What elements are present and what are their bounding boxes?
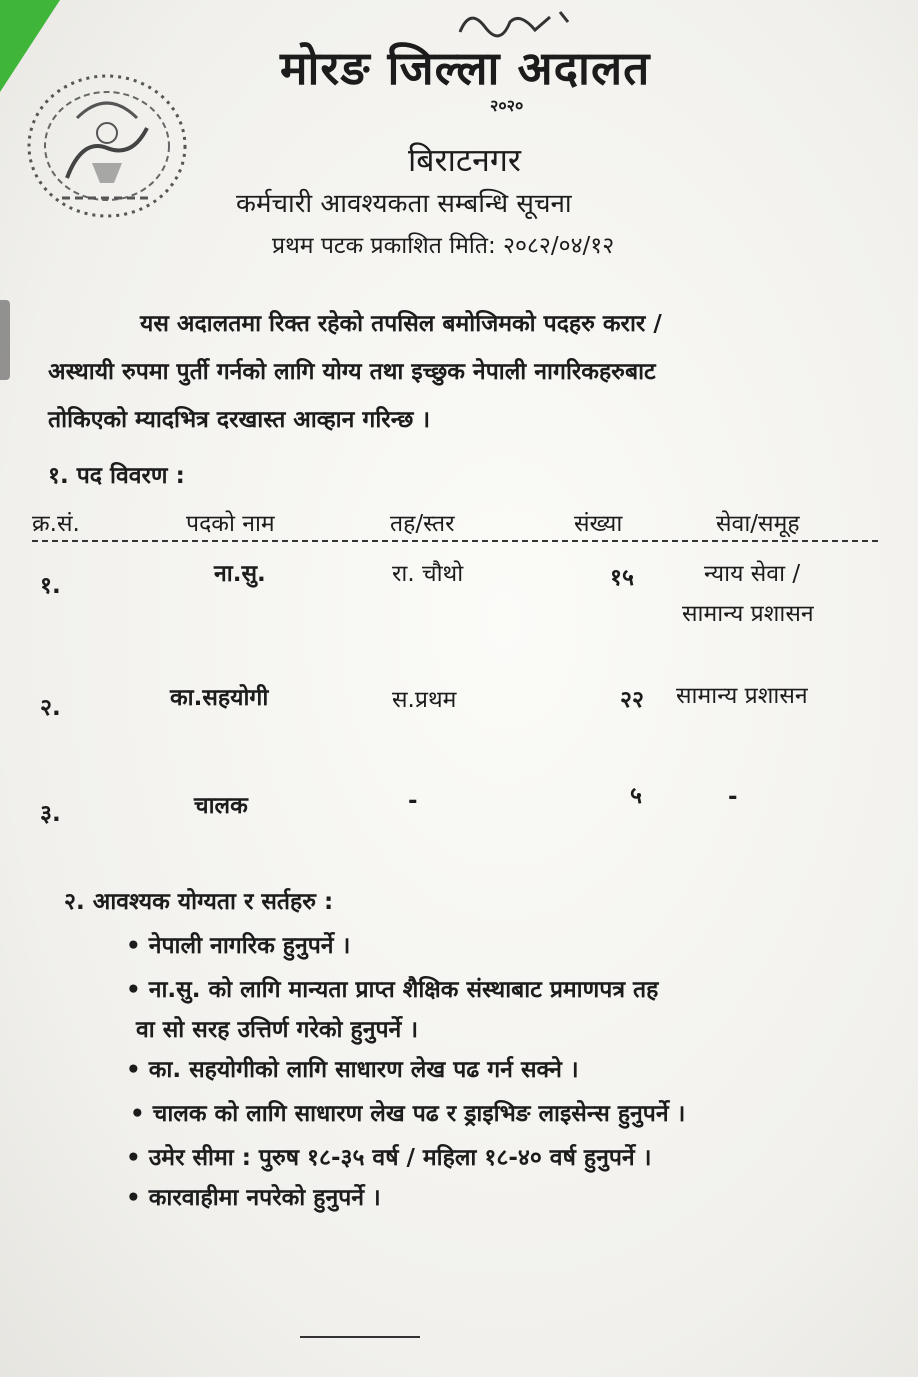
row-3-service: - [728, 784, 738, 810]
col-header-post: पदको नाम [186, 511, 275, 537]
row-1-post: ना.सु. [214, 561, 266, 587]
notice-subtitle: कर्मचारी आवश्यकता सम्बन्धि सूचना [236, 189, 572, 219]
intro-line-2: अस्थायी रुपमा पुर्ती गर्नको लागि योग्य तथा इच्छुक नेपाली नागरिकहरुबाट [48, 359, 656, 385]
intro-line-1: यस अदालतमा रिक्त रहेको तपसिल बमोजिमको पदहरु करार / [140, 311, 662, 337]
row-3-level: - [408, 788, 418, 814]
requirement-item: • उमेर सीमा : पुरुष १८-३५ वर्ष / महिला १८-४० वर्ष हुनुपर्ने । [126, 1145, 652, 1171]
requirement-item: • चालक को लागि साधारण लेख पढ र ड्राइभिङ लाइसेन्स हुनुपर्ने । [130, 1101, 686, 1127]
col-header-level: तह/स्तर [390, 511, 455, 537]
bottom-divider [300, 1336, 420, 1338]
row-1-count: १५ [610, 565, 634, 591]
city-name: बिराटनगर [408, 141, 521, 179]
row-3-post: चालक [194, 793, 248, 819]
row-2-level: स.प्रथम [392, 687, 457, 713]
requirement-item: • कारवाहीमा नपरेको हुनुपर्ने । [126, 1185, 381, 1211]
court-title: मोरङ जिल्ला अदालत [280, 41, 651, 95]
publication-date: प्रथम पटक प्रकाशित मिति: २०८२/०४/१२ [272, 233, 615, 259]
row-1-service: न्याय सेवा / [704, 561, 801, 587]
col-header-sn: क्र.सं. [32, 511, 80, 537]
row-2-service: सामान्य प्रशासन [676, 683, 808, 709]
row-1-sn: १. [40, 573, 61, 599]
row-2-post: का.सहयोगी [170, 685, 269, 711]
row-2-sn: २. [40, 695, 61, 721]
intro-paragraph [48, 300, 898, 444]
requirement-item: वा सो सरह उत्तिर्ण गरेको हुनुपर्ने । [136, 1017, 419, 1043]
paper-edge-shadow [0, 300, 10, 380]
requirement-item: • का. सहयोगीको लागि साधारण लेख पढ गर्न सक्ने । [126, 1057, 579, 1083]
government-seal-emblem [22, 58, 192, 228]
row-1-level: रा. चौथो [392, 561, 464, 587]
col-header-service: सेवा/समूह [716, 511, 800, 537]
section-2-heading: २. आवश्यक योग्यता र सर्तहरु : [64, 889, 334, 915]
title-year: २०२० [490, 96, 524, 115]
requirement-item: • नेपाली नागरिक हुनुपर्ने । [126, 933, 351, 959]
col-header-count: संख्या [574, 511, 623, 537]
intro-line-3: तोकिएको म्यादभित्र दरखास्त आव्हान गरिन्छ । [48, 407, 431, 433]
row-1-service-2: सामान्य प्रशासन [682, 601, 814, 627]
table-header-divider [32, 540, 878, 542]
section-1-heading: १. पद विवरण : [48, 463, 185, 489]
row-3-sn: ३. [40, 801, 61, 827]
row-3-count: ५ [630, 783, 642, 809]
requirement-item: • ना.सु. को लागि मान्यता प्राप्त शैक्षिक संस्थाबाट प्रमाणपत्र तह [126, 977, 659, 1003]
row-2-count: २२ [620, 687, 644, 713]
